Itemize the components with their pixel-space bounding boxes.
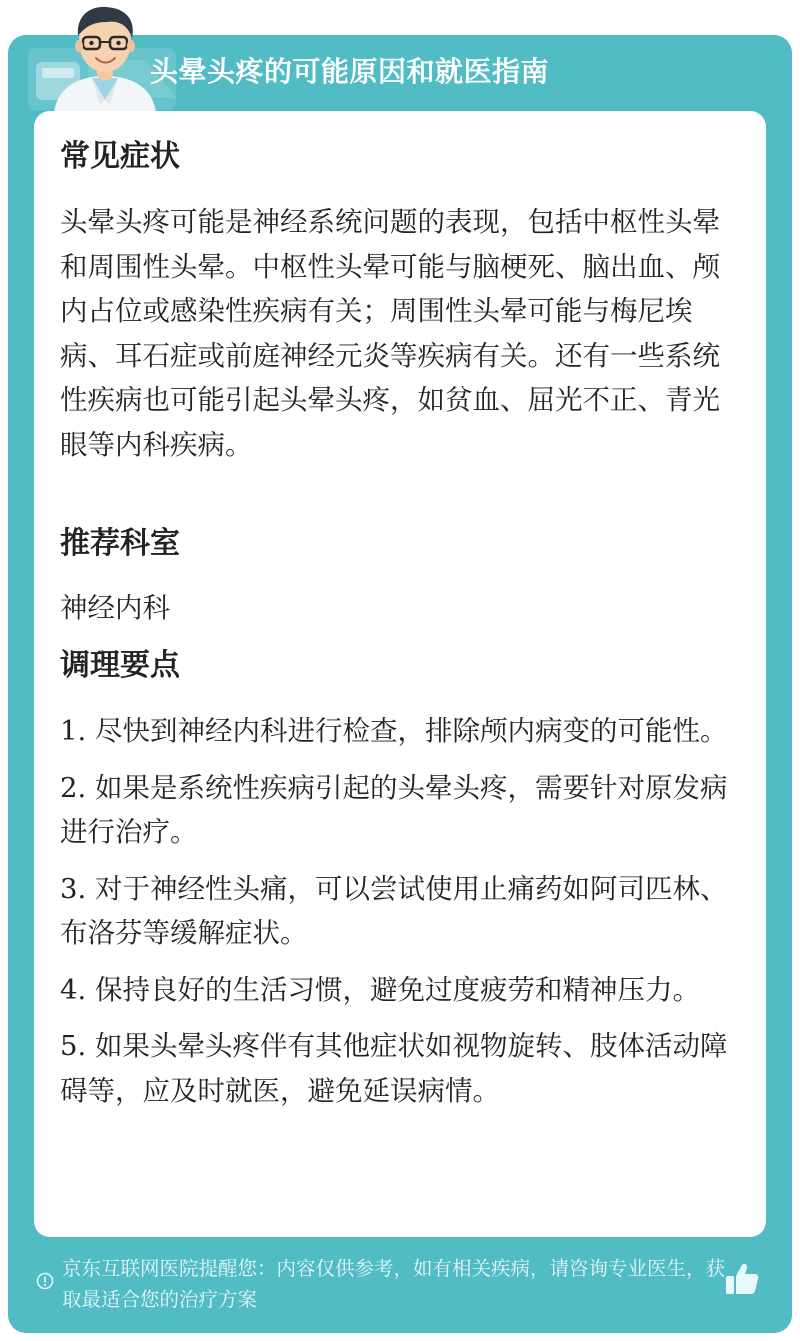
list-item: 3. 对于神经性头痛，可以尝试使用止痛药如阿司匹林、布洛芬等缓解症状。 <box>60 872 728 949</box>
section-title-department: 推荐科室 <box>60 526 180 561</box>
symptoms-text: 头晕头疼可能是神经系统问题的表现，包括中枢性头晕和周围性头晕。中枢性头晕可能与脑梗死、脑出血、颅内占位或感染性疾病有关；周围性头晕可能与梅尼埃病、耳石症或前庭神经元炎等疾病有关。还有一些系统性疾病也可能引起头晕头疼，如贫血、屈光不正、青光眼等内科疾病。 <box>60 206 720 461</box>
info-icon <box>36 1272 54 1290</box>
thumbs-up-icon[interactable] <box>724 1262 760 1296</box>
content-card <box>34 111 766 1237</box>
disclaimer-text: 京东互联网医院提醒您：内容仅供参考，如有相关疾病，请咨询专业医生，获取最适合您的治疗方案 <box>62 1257 726 1311</box>
section-title-symptoms: 常见症状 <box>60 139 180 174</box>
department-text: 神经内科 <box>60 592 170 624</box>
page-title: 头晕头疼的可能原因和就医指南 <box>150 55 550 88</box>
list-item: 4. 保持良好的生活习惯，避免过度疲劳和精神压力。 <box>60 973 700 1006</box>
list-item: 2. 如果是系统性疾病引起的头晕头疼，需要针对原发病进行治疗。 <box>60 771 728 848</box>
list-item: 1. 尽快到神经内科进行检查，排除颅内病变的可能性。 <box>60 715 728 747</box>
list-item: 5. 如果头晕头疼伴有其他症状如视物旋转、肢体活动障碍等，应及时就医，避免延误病情。 <box>60 1030 728 1107</box>
section-title-care: 调理要点 <box>60 648 180 683</box>
care-list <box>60 709 740 1125</box>
